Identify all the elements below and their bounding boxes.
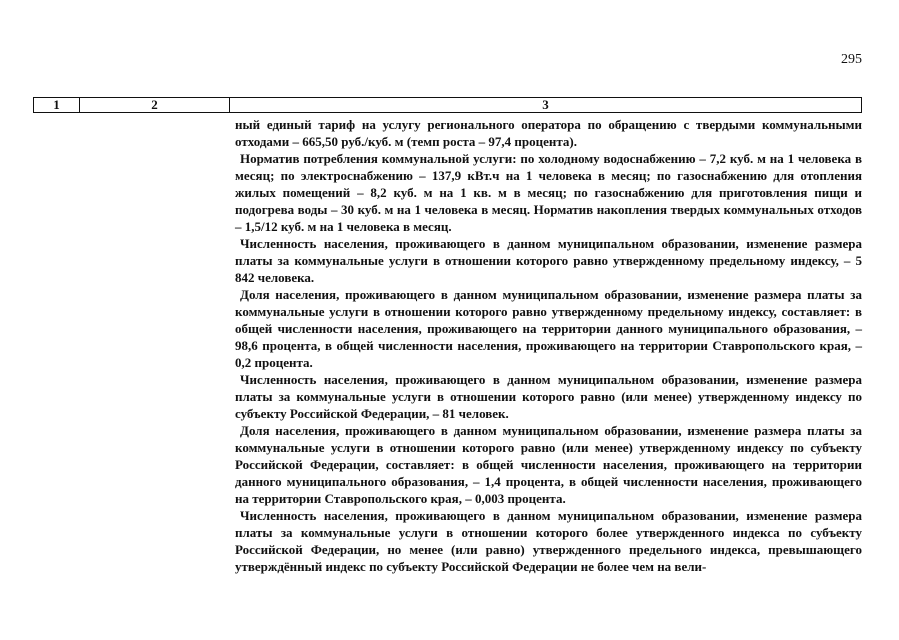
paragraph-tariff: ный единый тариф на услугу регионального оператора по обращению с твердыми коммунальными отходами – 665,50 руб./куб. м (темп роста – 97,4 процента). <box>235 117 862 149</box>
table-header-col-2: 2 <box>80 98 230 112</box>
paragraph-population-above-regional-index: Численность населения, проживающего в данном муниципальном образовании, изменение размера платы за коммунальные услуги в отношении которого более утвержденного индекса по субъекту Российской Федерации, но менее (или равно) утвержденного предельного индекса, превышающего утверждённый индекс по субъекту Российской Федерации не более чем на вели- <box>235 508 862 574</box>
table-header-col-1: 1 <box>34 98 80 112</box>
table-header-row <box>33 97 862 113</box>
paragraph-share-equal-regional-index: Доля населения, проживающего в данном муниципальном образовании, изменение размера платы за коммунальные услуги в отношении которого равно (или менее) утвержденному индексу по субъекту Российской Федерации, составляет: в общей численности населения, проживающего на территории данного муниципального образования, – 1,4 процента, в общей численности населения, проживающего на территории Ставропольского края, – 0,003 процента. <box>235 423 862 506</box>
table-body-column-3 <box>235 116 862 575</box>
paragraph-share-equal-limit: Доля населения, проживающего в данном муниципальном образовании, изменение размера платы за коммунальные услуги в отношении которого равно утвержденному предельному индексу, составляет: в общей численности населения, проживающего на территории данного муниципального образования, – 98,6 процента, в общей численности населения, проживающего на территории Ставропольского края, – 0,2 процента. <box>235 287 862 370</box>
page-number: 295 <box>841 52 862 67</box>
paragraph-population-equal-limit: Численность населения, проживающего в данном муниципальном образовании, изменение размера платы за коммунальные услуги в отношении которого равно утвержденному предельному индексу, – 5 842 человека. <box>235 236 862 285</box>
paragraph-consumption-norm: Норматив потребления коммунальной услуги: по холодному водоснабжению – 7,2 куб. м на 1 человека в месяц; по электроснабжению – 137,9 кВт.ч на 1 человека в месяц; по газоснабжению для отопления жилых помещений – 8,2 куб. м на 1 кв. м в месяц; по газоснабжению для приготовления пищи и подогрева воды – 30 куб. м на 1 человека в месяц. Норматив накопления твердых коммунальных отходов – 1,5/12 куб. м на 1 человека в месяц. <box>235 151 862 234</box>
table-header-col-3: 3 <box>542 97 549 112</box>
paragraph-population-equal-regional-index: Численность населения, проживающего в данном муниципальном образовании, изменение размера платы за коммунальные услуги в отношении которого равно (или менее) утвержденному индексу по субъекту Российской Федерации, – 81 человек. <box>235 372 862 421</box>
